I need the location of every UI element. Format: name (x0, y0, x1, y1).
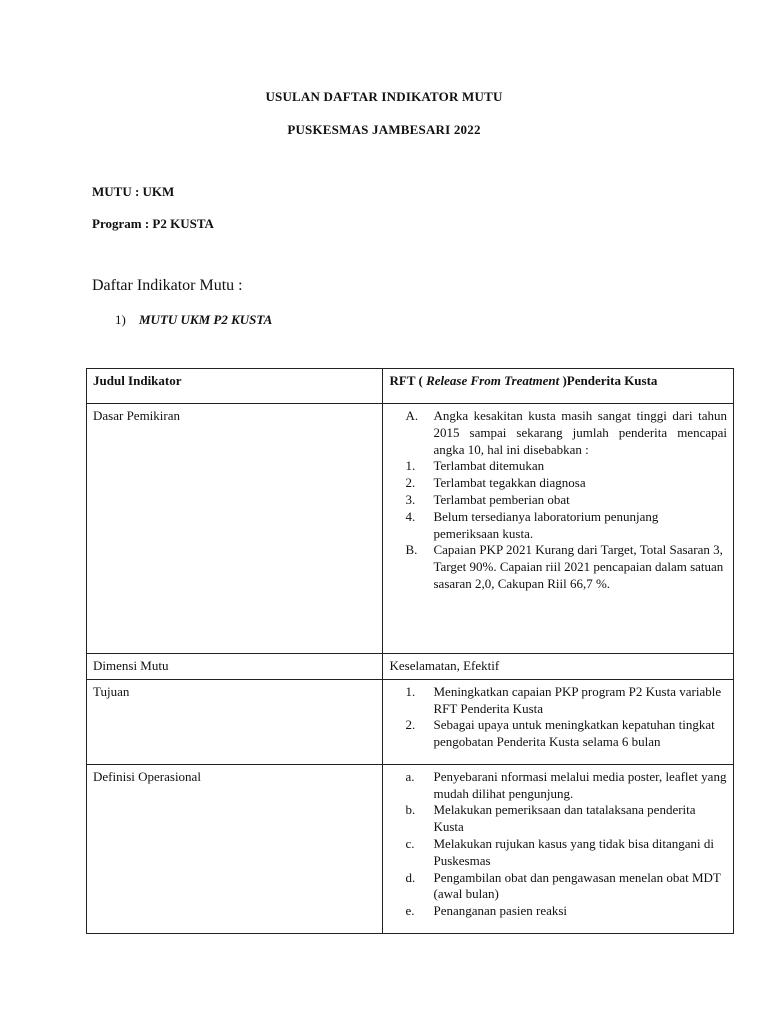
definisi-list (389, 769, 727, 920)
judul-suffix: )Penderita Kusta (562, 373, 658, 388)
list-marker: 2. (405, 717, 416, 733)
subsection-number: 1) (115, 312, 126, 327)
list-item (389, 458, 727, 475)
list-item (389, 802, 727, 836)
judul-italic: Release From Treatment (426, 373, 563, 388)
subsection-title: MUTU UKM P2 KUSTA (139, 312, 273, 327)
list-item-text: Terlambat tegakkan diagnosa (433, 475, 586, 491)
list-item (389, 475, 727, 492)
cell-tujuan-label: Tujuan (87, 679, 383, 764)
list-marker: 1. (405, 458, 416, 474)
list-item (389, 870, 727, 904)
judul-prefix: RFT ( (389, 373, 427, 388)
subsection-heading (115, 311, 272, 328)
table-row-dimensi (87, 654, 734, 680)
list-item (389, 492, 727, 509)
list-marker: b. (405, 802, 416, 818)
mutu-label: MUTU : UKM (92, 184, 175, 199)
list-item-text: Terlambat pemberian obat (433, 491, 570, 507)
document-title-line1: USULAN DAFTAR INDIKATOR MUTU (265, 89, 503, 104)
table-row-dasar (87, 404, 734, 654)
tujuan-list (389, 684, 727, 751)
cell-dasar-value (383, 404, 734, 654)
program-label: Program : P2 KUSTA (92, 216, 214, 231)
cell-tujuan-value (383, 679, 734, 764)
list-marker: 1. (405, 683, 416, 699)
cell-judul-value (383, 369, 734, 404)
list-item-text: Melakukan rujukan kasus yang tidak bisa ditangani di Puskesmas (433, 835, 715, 868)
list-marker: A. (405, 408, 419, 423)
list-item-text: Pengambilan obat dan pengawasan menelan obat MDT (awal bulan) (433, 869, 721, 902)
cell-dasar-label: Dasar Pemikiran (87, 404, 383, 654)
cell-definisi-label: Definisi Operasional (87, 764, 383, 933)
list-item (389, 542, 727, 592)
list-item (389, 717, 727, 751)
list-marker: c. (405, 835, 415, 851)
list-marker: e. (405, 903, 415, 919)
list-item-text: Penanganan pasien reaksi (433, 903, 568, 919)
list-item (389, 836, 727, 870)
list-item-text: Penyebarani nformasi melalui media poster, leaflet yang mudah dilihat pengunjung. (433, 768, 727, 801)
table-row-judul (87, 369, 734, 404)
table-row-tujuan (87, 679, 734, 764)
list-marker: 2. (405, 475, 416, 491)
list-item-text: Sebagai upaya untuk meningkatkan kepatuhan tingkat pengobatan Penderita Kusta selama 6 bulan (433, 717, 715, 750)
list-item (389, 408, 727, 458)
cell-definisi-value (383, 764, 734, 933)
list-marker: a. (405, 768, 415, 784)
cell-judul-label: Judul Indikator (87, 369, 383, 404)
indicator-table (86, 368, 734, 934)
list-marker: 3. (405, 491, 416, 507)
daftar-indikator-heading: Daftar Indikator Mutu : (92, 277, 243, 294)
document-title-line2: PUSKESMAS JAMBESARI 2022 (287, 122, 481, 137)
list-item (389, 903, 727, 920)
table-row-definisi (87, 764, 734, 933)
dasar-list (389, 408, 727, 593)
cell-dimensi-label: Dimensi Mutu (87, 654, 383, 680)
list-marker: B. (405, 542, 418, 558)
list-item (389, 684, 727, 718)
list-item (389, 769, 727, 803)
list-item-text: Terlambat ditemukan (433, 458, 545, 474)
list-marker: 4. (405, 508, 416, 524)
list-item (389, 509, 727, 543)
list-item-text: Belum tersedianya laboratorium penunjang pemeriksaan kusta. (433, 508, 659, 541)
cell-dimensi-value: Keselamatan, Efektif (383, 654, 734, 680)
list-item-text: Angka kesakitan kusta masih sangat tinggi dari tahun 2015 sampai sekarang jumlah penderita mencapai angka 10, hal ini disebabkan : (433, 408, 727, 457)
list-marker: d. (405, 869, 416, 885)
list-item-text: Capaian PKP 2021 Kurang dari Target, Total Sasaran 3, Target 90%. Capaian riil 2021 pencapaian dalam satuan sasaran 2,0, Cakupan Riil 66,7 %. (433, 542, 724, 591)
list-item-text: Meningkatkan capaian PKP program P2 Kusta variable RFT Penderita Kusta (433, 683, 722, 716)
list-item-text: Melakukan pemeriksaan dan tatalaksana penderita Kusta (433, 802, 696, 835)
